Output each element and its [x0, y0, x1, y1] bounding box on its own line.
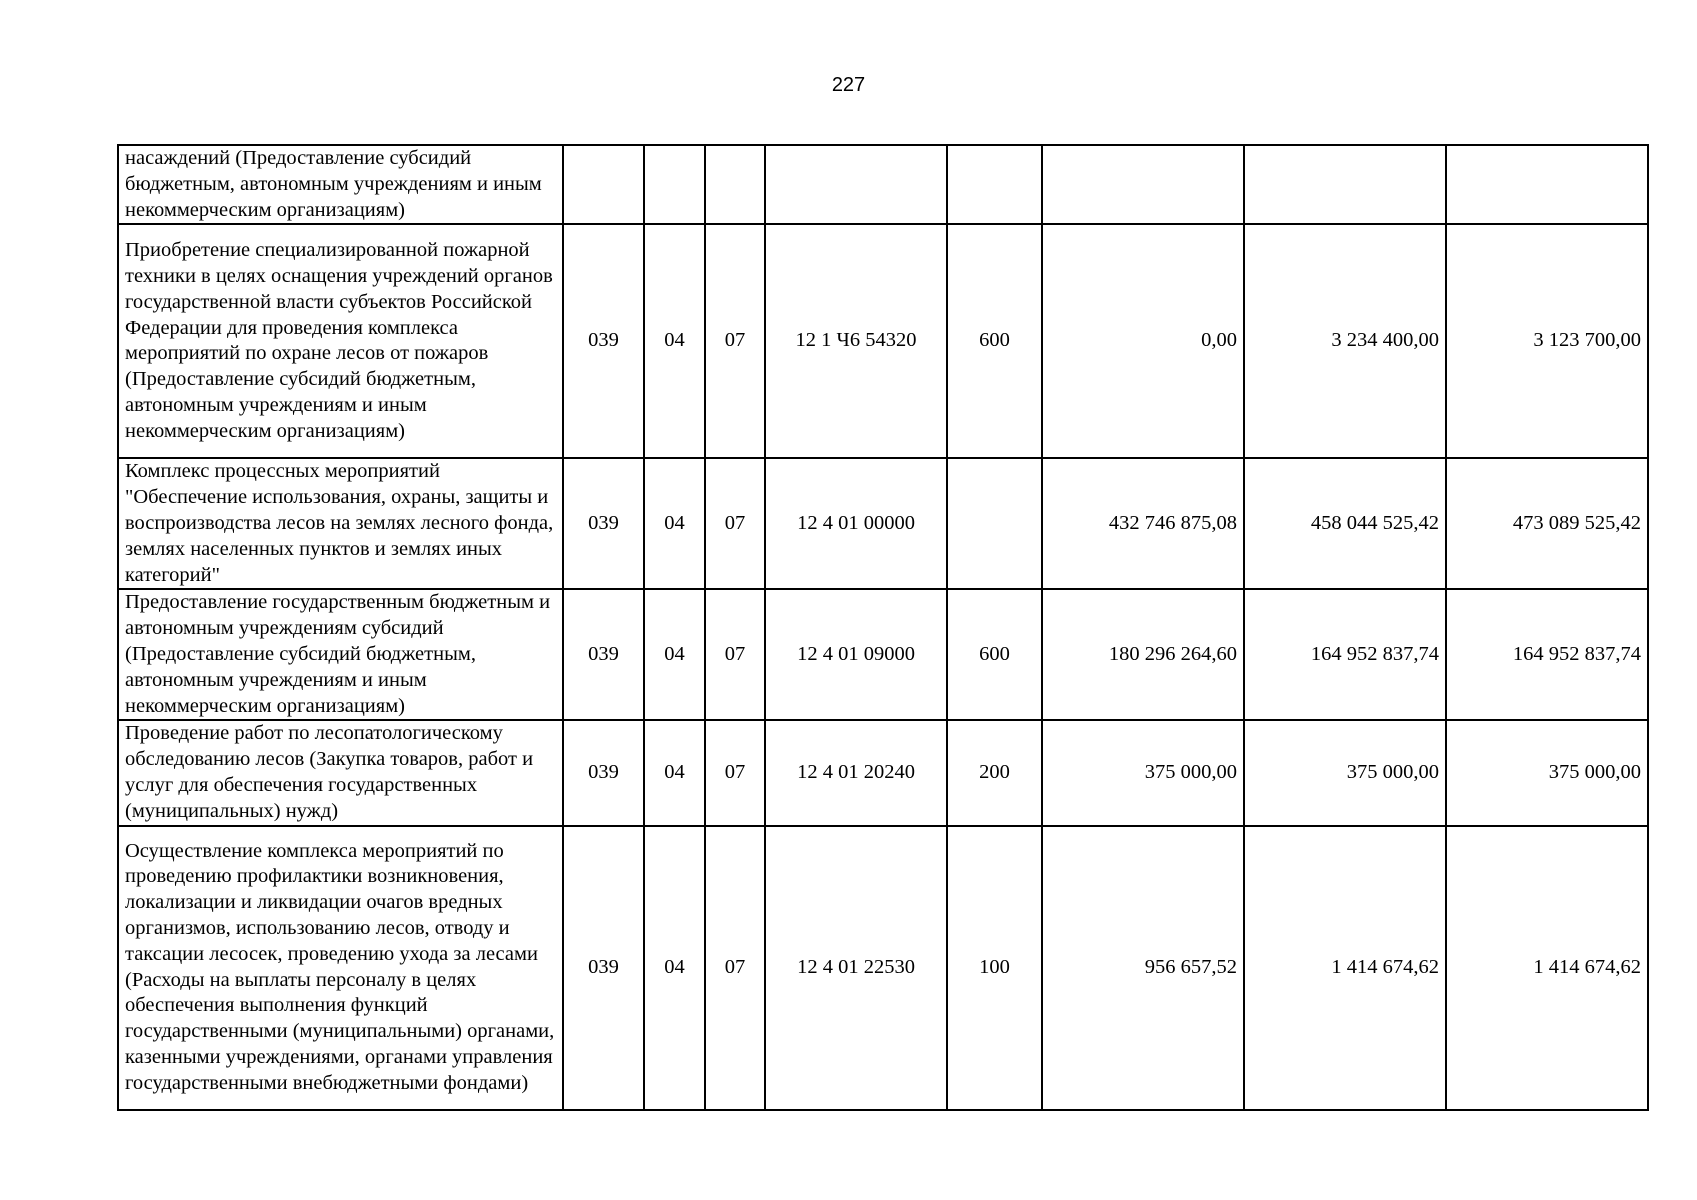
budget-table: [117, 144, 1649, 1111]
expense-type-code: 100: [947, 826, 1042, 1110]
table-row: [118, 589, 1648, 720]
subsection-code: 07: [705, 224, 765, 458]
amount-3: 375 000,00: [1446, 720, 1648, 825]
row-description: Проведение работ по лесопатологическому обследованию лесов (Закупка товаров, работ и услуг для обеспечения государственных (муниципальных) нужд): [118, 720, 563, 825]
section-code: 04: [644, 720, 705, 825]
amount-2: 164 952 837,74: [1244, 589, 1446, 720]
ministry-code: 039: [563, 224, 644, 458]
table-row: [118, 720, 1648, 825]
row-description: Осуществление комплекса мероприятий по проведению профилактики возникновения, локализации и ликвидации очагов вредных организмов, использованию лесов, отводу и таксации лесосек, проведению ухода за лесами (Расходы на выплаты персоналу в целях обеспечения выполнения функций государственными (муниципальными) органами, казенными учреждениями, органами управления государственными внебюджетными фондами): [118, 826, 563, 1110]
section-code: [644, 145, 705, 224]
subsection-code: 07: [705, 720, 765, 825]
amount-1: 432 746 875,08: [1042, 458, 1244, 589]
table-row: [118, 145, 1648, 224]
target-article-code: 12 4 01 09000: [765, 589, 947, 720]
row-description: Приобретение специализированной пожарной техники в целях оснащения учреждений органов государственной власти субъектов Российской Федерации для проведения комплекса мероприятий по охране лесов от пожаров (Предоставление субсидий бюджетным, автономным учреждениям и иным некоммерческим организациям): [118, 224, 563, 458]
expense-type-code: [947, 145, 1042, 224]
ministry-code: 039: [563, 826, 644, 1110]
section-code: 04: [644, 224, 705, 458]
row-description: насаждений (Предоставление субсидий бюджетным, автономным учреждениям и иным некоммерческим организациям): [118, 145, 563, 224]
amount-2: 3 234 400,00: [1244, 224, 1446, 458]
table-row: [118, 826, 1648, 1110]
amount-1: [1042, 145, 1244, 224]
table-row: [118, 224, 1648, 458]
expense-type-code: 200: [947, 720, 1042, 825]
amount-1: 375 000,00: [1042, 720, 1244, 825]
table-row: [118, 458, 1648, 589]
section-code: 04: [644, 826, 705, 1110]
amount-3: 3 123 700,00: [1446, 224, 1648, 458]
subsection-code: 07: [705, 589, 765, 720]
target-article-code: 12 1 Ч6 54320: [765, 224, 947, 458]
section-code: 04: [644, 458, 705, 589]
ministry-code: 039: [563, 458, 644, 589]
subsection-code: [705, 145, 765, 224]
subsection-code: 07: [705, 826, 765, 1110]
section-code: 04: [644, 589, 705, 720]
amount-1: 0,00: [1042, 224, 1244, 458]
ministry-code: 039: [563, 720, 644, 825]
ministry-code: 039: [563, 589, 644, 720]
amount-3: 1 414 674,62: [1446, 826, 1648, 1110]
target-article-code: 12 4 01 20240: [765, 720, 947, 825]
amount-2: [1244, 145, 1446, 224]
row-description: Комплекс процессных мероприятий "Обеспечение использования, охраны, защиты и воспроизводства лесов на землях лесного фонда, землях населенных пунктов и землях иных категорий": [118, 458, 563, 589]
subsection-code: 07: [705, 458, 765, 589]
amount-3: 473 089 525,42: [1446, 458, 1648, 589]
amount-1: 956 657,52: [1042, 826, 1244, 1110]
expense-type-code: 600: [947, 224, 1042, 458]
target-article-code: 12 4 01 22530: [765, 826, 947, 1110]
page-number: 227: [831, 74, 866, 96]
target-article-code: 12 4 01 00000: [765, 458, 947, 589]
expense-type-code: [947, 458, 1042, 589]
ministry-code: [563, 145, 644, 224]
expense-type-code: 600: [947, 589, 1042, 720]
amount-3: 164 952 837,74: [1446, 589, 1648, 720]
amount-1: 180 296 264,60: [1042, 589, 1244, 720]
row-description: Предоставление государственным бюджетным и автономным учреждениям субсидий (Предоставление субсидий бюджетным, автономным учреждениям и иным некоммерческим организациям): [118, 589, 563, 720]
amount-2: 458 044 525,42: [1244, 458, 1446, 589]
target-article-code: [765, 145, 947, 224]
amount-2: 1 414 674,62: [1244, 826, 1446, 1110]
amount-2: 375 000,00: [1244, 720, 1446, 825]
amount-3: [1446, 145, 1648, 224]
